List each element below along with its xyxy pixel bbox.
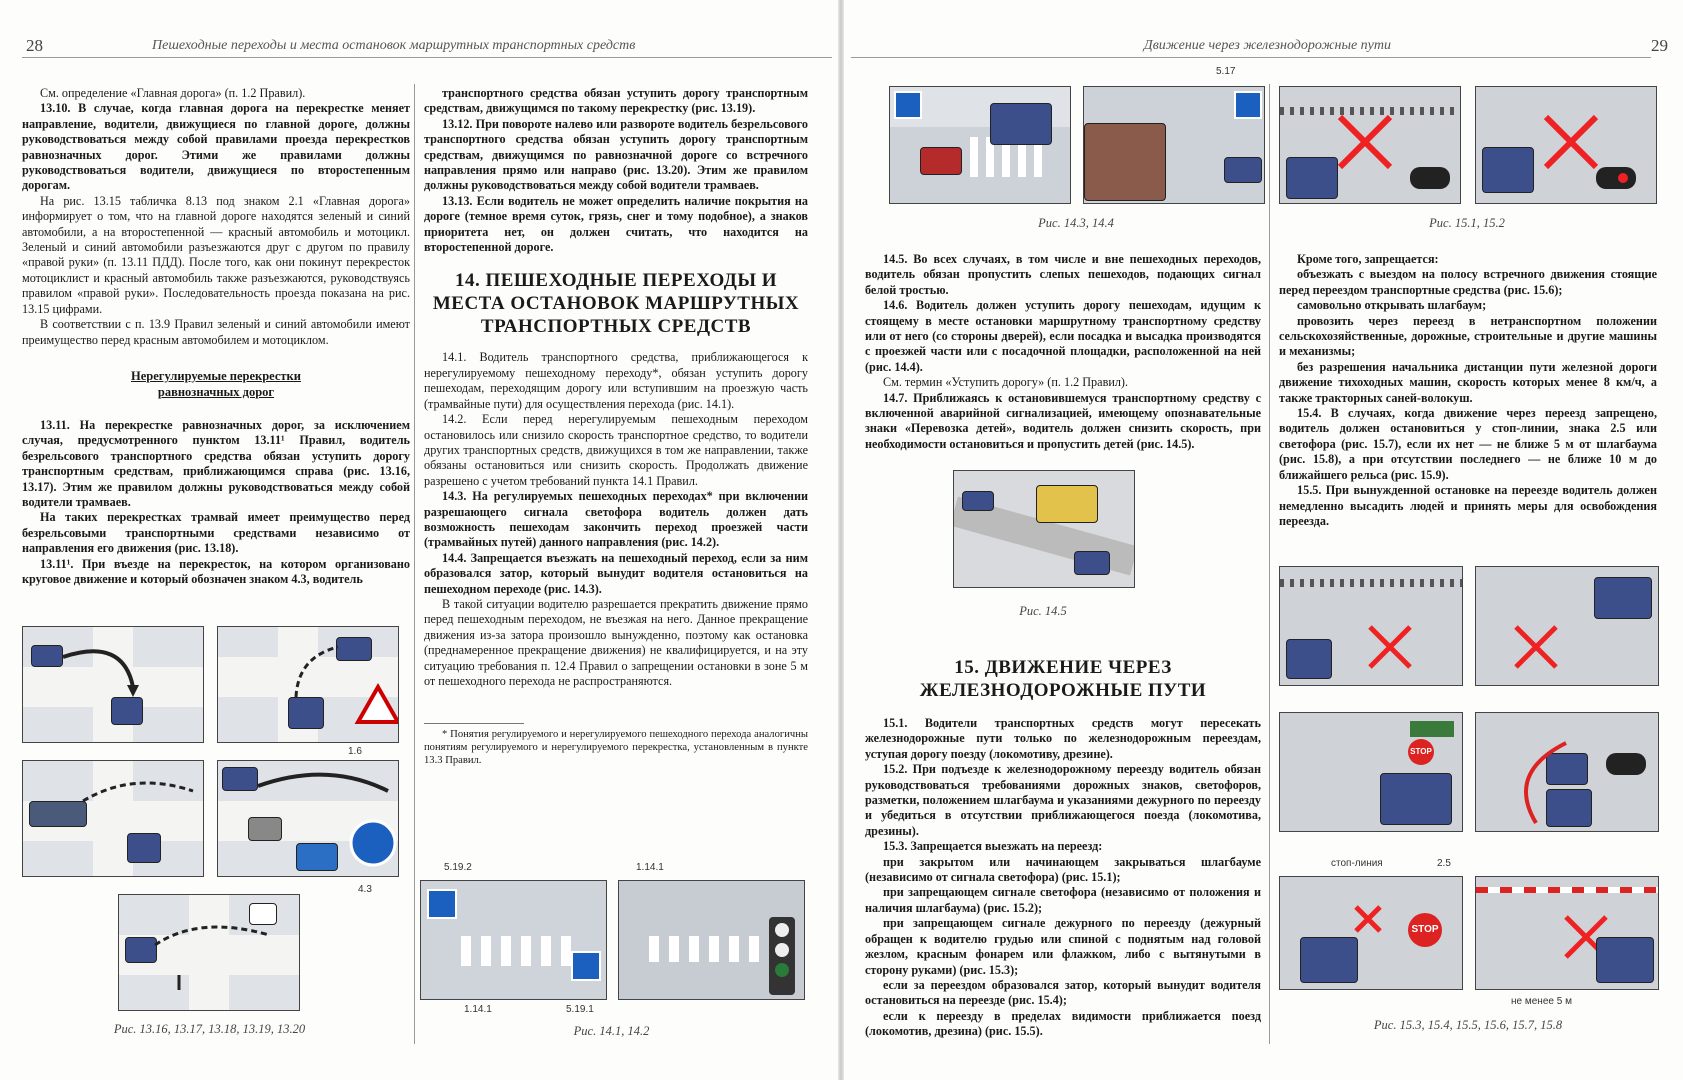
list-item: если к переезду в пределах видимости приближается поезд (локомотив, дрезина) (рис. 15.5). xyxy=(865,1008,1261,1039)
paragraph: 13.13. Если водитель не может определить наличие покрытия на дороге (темное время суток, грязь, снег и тому подобное), а знаков приоритета нет, он должен считать, что находится на второстепенной дороге. xyxy=(424,193,808,255)
sign-label: 5.19.1 xyxy=(566,1004,594,1015)
right-page xyxy=(843,0,1683,1080)
page-number: 29 xyxy=(1651,36,1668,55)
figure-13-18 xyxy=(22,760,204,877)
figure-caption: Рис. 15.1, 15.2 xyxy=(1429,216,1505,230)
figure-13-16 xyxy=(22,626,204,743)
figure-13-19 xyxy=(217,760,399,877)
left-column-1 xyxy=(22,86,410,587)
figure-15-3 xyxy=(1279,566,1463,686)
figure-15-5 xyxy=(1279,712,1463,832)
paragraph: На таких перекрестках трамвай имеет преимущество перед безрельсовыми транспортными средствами независимо от направления его движения (рис. 13.18). xyxy=(22,510,410,556)
right-column-1-lower xyxy=(865,648,1261,1040)
paragraph: 14.4. Запрещается въезжать на пешеходный переход, если за ним образовался затор, который вынудит водителя остановиться на пешеходном переходе (рис. 14.3). xyxy=(424,550,808,596)
sign-label: 5.19.2 xyxy=(444,862,472,873)
paragraph: 15.4. В случаях, когда движение через переезд запрещено, водитель должен остановиться у стоп-линии, знака 2.5 или светофора (рис. 15.7), если их нет — не ближе 5 м от шлагбаума (рис. 15.8), а при отсутствии последнего — не ближе 10 м до ближайшего рельса (рис. 15.9). xyxy=(1279,406,1657,482)
figure-caption: Рис. 14.1, 14.2 xyxy=(573,1024,650,1038)
paragraph: 14.1. Водитель транспортного средства, приближающегося к нерегулируемому пешеходному переходу*, обязан уступить дорогу пешеходам, переходящим дорогу или вступившим на проезжую часть (трамвайные пути) для осуществления перехода (рис. 14.1). xyxy=(424,350,808,411)
paragraph: 13.12. При повороте налево или развороте водитель безрельсового транспортного средства обязан уступить дорогу транспортным средствам, движущимся по равнозначной дороге со встречного направления прямо или направо (рис. 13.20). Этим же правилом должны руководствоваться между собой водители трамваев. xyxy=(424,116,808,193)
paragraph: В такой ситуации водителю разрешается прекратить движение прямо перед пешеходным переходом, не въезжая на него. Данное прекращение движения из-за затора произошло вынужденно, поэтому как остановка (преднамеренное прекращение движения) не квалифицируется, и на эту ситуацию требования п. 12.4 Правил о запрещении остановки в зоне 5 м от пешеходного перехода не распространяются. xyxy=(424,596,808,688)
list-item: самовольно открывать шлагбаум; xyxy=(1297,298,1487,313)
figure-15-7 xyxy=(1279,876,1463,990)
paragraph: В соответствии с п. 13.9 Правил зеленый и синий автомобили имеют преимущество перед красным автомобилем и мотоциклом. xyxy=(22,317,410,347)
stop-sign: STOP xyxy=(1408,739,1434,765)
paragraph: 13.11¹. При въезде на перекресток, на котором организовано круговое движение и который обозначен знаком 4.3, водитель xyxy=(22,556,410,586)
paragraph: См. определение «Главная дорога» (п. 1.2 Правил). xyxy=(40,86,306,100)
sign-label: 2.5 xyxy=(1437,858,1451,869)
distance-label: не менее 5 м xyxy=(1511,996,1572,1007)
figure-15-4 xyxy=(1475,566,1659,686)
paragraph: 14.2. Если перед нерегулируемым пешеходным переходом остановилось или снизило скорость транспортное средство, то водители других транспортных средств, движущихся в том же направлении, также обязаны остановиться или снизить скорость. Продолжать движение разрешено с учетом требований пункта 14.1 Правил. xyxy=(424,412,808,488)
page-number: 28 xyxy=(26,36,43,55)
running-head: Пешеходные переходы и места остановок маршрутных транспортных средств xyxy=(22,38,832,58)
sign-label: 1.14.1 xyxy=(636,862,664,873)
list-item: при запрещающем сигнале светофора (независимо от положения и наличия шлагбаума) (рис. 15.2); xyxy=(865,885,1261,915)
figure-14-5 xyxy=(953,470,1135,588)
figure-14-2 xyxy=(618,880,805,1000)
paragraph: 13.10. В случае, когда главная дорога на перекрестке меняет направление, водители, движущиеся по главной дороге, должны руководствоваться между собой правилами проезда перекрестков равнозначных дорог. Этими же правилами должны руководствоваться водители, движущиеся по второстепенным дорогам. xyxy=(22,101,410,193)
right-column-2 xyxy=(1279,252,1657,529)
paragraph: 15.3. Запрещается выезжать на переезд: xyxy=(883,839,1103,854)
figure-15-1 xyxy=(1279,86,1461,204)
section-title: 14. ПЕШЕХОДНЫЕ ПЕРЕХОДЫ И МЕСТА ОСТАНОВОК МАРШРУТНЫХ ТРАНСПОРТНЫХ СРЕДСТВ xyxy=(432,270,800,338)
column-divider xyxy=(1269,84,1270,1044)
paragraph: 14.7. Приближаясь к остановившемуся транспортному средству с включенной аварийной сигнализацией, имеющему опознавательные знаки «Перевозка детей», водитель должен снизить скорость, при необходимости остановиться и пропустить детей (рис. 14.5). xyxy=(865,390,1261,451)
sign-label: 1.6 xyxy=(348,746,362,757)
column-divider xyxy=(414,84,415,1044)
list-item: при закрытом или начинающем закрываться шлагбауме (независимо от сигнала светофора) (рис. 15.1); xyxy=(865,854,1261,885)
paragraph: 15.2. При подъезде к железнодорожному переезду водитель обязан руководствоваться требованиями дорожных знаков, светофоров, разметки, положением шлагбаума и указаниями дежурного по переезду и убедиться в отсутствии приближающегося поезда (локомотива, дрезины). xyxy=(865,762,1261,838)
running-head: Движение через железнодорожные пути xyxy=(851,38,1651,58)
list-item: провозить через переезд в нетранспортном положении сельскохозяйственные, дорожные, строительные и другие машины и механизмы; xyxy=(1279,313,1657,359)
figure-caption: Рис. 14.3, 14.4 xyxy=(1038,216,1114,230)
paragraph: 15.5. При вынужденной остановке на переезде водитель должен немедленно высадить людей и принять меры для освобождения переезда. xyxy=(1279,483,1657,528)
paragraph: 14.5. Во всех случаях, в том числе и вне пешеходных переходов, водитель обязан пропустить слепых пешеходов, подающих сигнал белой тростью. xyxy=(865,252,1261,297)
paragraph: 15.1. Водители транспортных средств могут пересекать железнодорожные пути только по железнодорожным переездам, уступая дорогу поезду (локомотиву, дрезине). xyxy=(865,716,1261,761)
sign-label: 1.14.1 xyxy=(464,1004,492,1015)
figure-caption: Рис. 13.16, 13.17, 13.18, 13.19, 13.20 xyxy=(113,1022,306,1036)
sign-label: 5.17 xyxy=(1216,66,1236,77)
right-column-1 xyxy=(865,252,1261,452)
paragraph: транспортного средства обязан уступить дорогу транспортным средствам, движущимся по такому перекрестку (рис. 13.19). xyxy=(424,86,808,116)
footnote: * Понятия регулируемого и нерегулируемого пешеходного перехода аналогичны понятиям регулируемого и нерегулируемого перекрестка, установленным в пункте 13.3 Правил. xyxy=(424,729,808,767)
paragraph: 14.6. Водитель должен уступить дорогу пешеходам, идущим к стоящему в месте остановки маршрутному транспортному средству или от него (со стороны дверей), если посадка и высадка производятся с проезжей части или с посадочной площадки, расположенной на ней (рис. 14.4). xyxy=(865,298,1261,374)
figure-14-4 xyxy=(1083,86,1265,204)
paragraph: 14.3. На регулируемых пешеходных переходах* при включении разрешающего сигнала светофора водитель должен дать возможность пешеходам закончить переход проезжей части (трамвайных путей) данного направления (рис. 14.2). xyxy=(424,489,808,550)
subheading: Нерегулируемые перекрестки равнозначных дорог xyxy=(131,368,301,399)
figure-14-3 xyxy=(889,86,1071,204)
paragraph: См. термин «Уступить дорогу» (п. 1.2 Правил). xyxy=(883,375,1129,390)
left-page xyxy=(0,0,840,1080)
figure-14-1 xyxy=(420,880,607,1000)
figure-15-2 xyxy=(1475,86,1657,204)
list-item: при запрещающем сигнале дежурного по переезду (дежурный обращен к водителю грудью или спиной с поднятым над головой жезлом, красным фонарем или флажком, либо с вытянутыми в сторону руками) (рис. 15.3); xyxy=(865,916,1261,977)
figure-15-6 xyxy=(1475,712,1659,832)
stop-sign: STOP xyxy=(1408,913,1442,947)
figure-13-17 xyxy=(217,626,399,743)
figure-13-20 xyxy=(118,894,300,1011)
figure-caption: Рис. 14.5 xyxy=(1019,604,1067,618)
paragraph: Кроме того, запрещается: xyxy=(1297,252,1439,266)
left-column-2 xyxy=(424,86,808,767)
list-item: без разрешения начальника дистанции пути железной дороги движение тихоходных машин, скорость которых менее 8 км/ч, а также тракторных саней-волокуш. xyxy=(1279,359,1657,405)
figure-caption: Рис. 15.3, 15.4, 15.5, 15.6, 15.7, 15.8 xyxy=(1373,1018,1563,1032)
list-item: объезжать с выездом на полосу встречного движения стоящие перед переездом транспортные средства (рис. 15.6); xyxy=(1279,267,1657,297)
sign-label: 4.3 xyxy=(358,884,372,895)
paragraph: 13.11. На перекрестке равнозначных дорог, за исключением случая, предусмотренного пунктом 13.11¹ Правил, водитель безрельсового транспортного средства обязан уступить дорогу транспортным средствам, приближающимся справа (рис. 13.16, 13.17). Этим же правилом должны руководствоваться между собой водители трамваев. xyxy=(22,417,410,509)
section-title: 15. ДВИЖЕНИЕ ЧЕРЕЗ ЖЕЛЕЗНОДОРОЖНЫЕ ПУТИ xyxy=(919,657,1207,701)
paragraph: На рис. 13.15 табличка 8.13 под знаком 2.1 «Главная дорога» информирует о том, что на главной дороге находятся зеленый и синий автомобили, а на второстепенной — красный автомобиль и мотоцикл. Зеленый и синий автомобили разъезжаются друг с другом по правилу «правой руки» (п. 13.11 ПДД). После того, как они покинут перекресток мотоциклист и красный автомобиль также разъезжаются, руководствуясь правилом «правой руки». Последовательность проезда показана на рис. 13.15 цифрами. xyxy=(22,193,410,316)
stop-line-label: стоп-линия xyxy=(1331,858,1383,869)
list-item: если за переездом образовался затор, который вынудит водителя остановиться на переезде (рис. 15.4); xyxy=(865,977,1261,1008)
figure-15-8 xyxy=(1475,876,1659,990)
footnote-rule xyxy=(424,723,524,724)
